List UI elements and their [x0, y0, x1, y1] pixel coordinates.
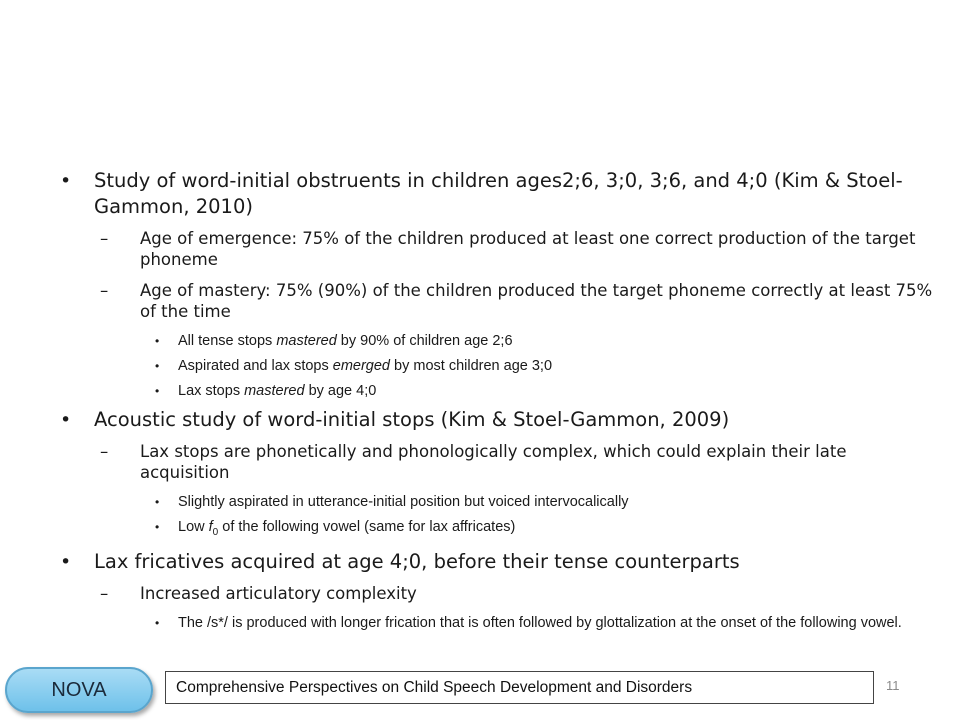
- bullet-marker: •: [155, 384, 160, 398]
- bullet-marker: •: [155, 520, 160, 534]
- emphasis-text: mastered: [244, 383, 305, 399]
- sub-bullet-text: Age of emergence: 75% of the children produced at least one correct production of the target phoneme: [140, 229, 916, 269]
- dash-marker: –: [100, 281, 109, 300]
- sub-bullet-text: Lax stops are phonetically and phonologically complex, which could explain their late acquisition: [140, 442, 847, 482]
- f0-symbol: f: [208, 519, 213, 535]
- sub-bullet-item: [60, 228, 940, 270]
- detail-bullet-item: [60, 332, 940, 350]
- bullet-item: [60, 168, 940, 220]
- detail-text: by most children age 3;0: [390, 358, 553, 374]
- bullet-marker: •: [60, 550, 72, 573]
- nova-label: NOVA: [51, 678, 107, 701]
- nova-button[interactable]: [5, 667, 153, 713]
- detail-text: by age 4;0: [304, 383, 377, 399]
- bullet-text: Study of word-initial obstruents in children ages2;6, 3;0, 3;6, and 4;0 (Kim & Stoel-Gammon, 2010): [94, 169, 903, 218]
- emphasis-text: mastered: [276, 333, 337, 349]
- sub-bullet-text: Increased articulatory complexity: [140, 583, 417, 603]
- sub-bullet-text: Age of mastery: 75% (90%) of the children produced the target phoneme correctly at least 75% of the time: [140, 281, 933, 321]
- bullet-item: [60, 549, 940, 575]
- sub-bullet-item: [60, 280, 940, 322]
- detail-bullet-item: [60, 357, 940, 375]
- detail-text: The /s*/ is produced with longer frication that is often followed by glottalization at the onset of the following vowel.: [178, 614, 902, 631]
- sub-bullet-item: [60, 583, 940, 604]
- detail-text: Aspirated and lax stops: [178, 358, 333, 374]
- detail-bullet-item: [60, 614, 940, 632]
- bullet-text: Lax fricatives acquired at age 4;0, before their tense counterparts: [94, 549, 740, 573]
- course-title-box: [165, 671, 874, 704]
- bullet-marker: •: [60, 170, 72, 192]
- dash-marker: –: [100, 442, 109, 461]
- detail-bullet-item: [60, 382, 940, 400]
- page-number: 11: [886, 678, 900, 693]
- bullet-marker: •: [155, 615, 160, 630]
- bullet-marker: •: [155, 495, 160, 509]
- slide-body: [60, 168, 940, 639]
- detail-text: by 90% of children age 2;6: [336, 333, 513, 349]
- course-title: Comprehensive Perspectives on Child Speech Development and Disorders: [176, 678, 693, 696]
- bullet-marker: •: [155, 359, 160, 373]
- emphasis-text: emerged: [332, 358, 390, 374]
- detail-bullet-item: [60, 493, 940, 511]
- dash-marker: –: [100, 229, 109, 248]
- dash-marker: –: [100, 583, 109, 603]
- bullet-marker: •: [155, 334, 160, 348]
- detail-text: Lax stops: [178, 383, 245, 399]
- detail-bullet-item: [60, 518, 940, 542]
- bullet-marker: •: [60, 409, 72, 431]
- bullet-text: Acoustic study of word-initial stops (Kim & Stoel-Gammon, 2009): [94, 408, 730, 431]
- detail-text: Slightly aspirated in utterance-initial position but voiced intervocalically: [178, 494, 629, 510]
- detail-text: of the following vowel (same for lax affricates): [218, 519, 516, 535]
- f0-subscript: 0: [212, 526, 219, 538]
- sub-bullet-item: [60, 441, 940, 483]
- detail-text: All tense stops: [178, 333, 277, 349]
- detail-text: Low: [178, 519, 209, 535]
- bullet-item: [60, 407, 940, 433]
